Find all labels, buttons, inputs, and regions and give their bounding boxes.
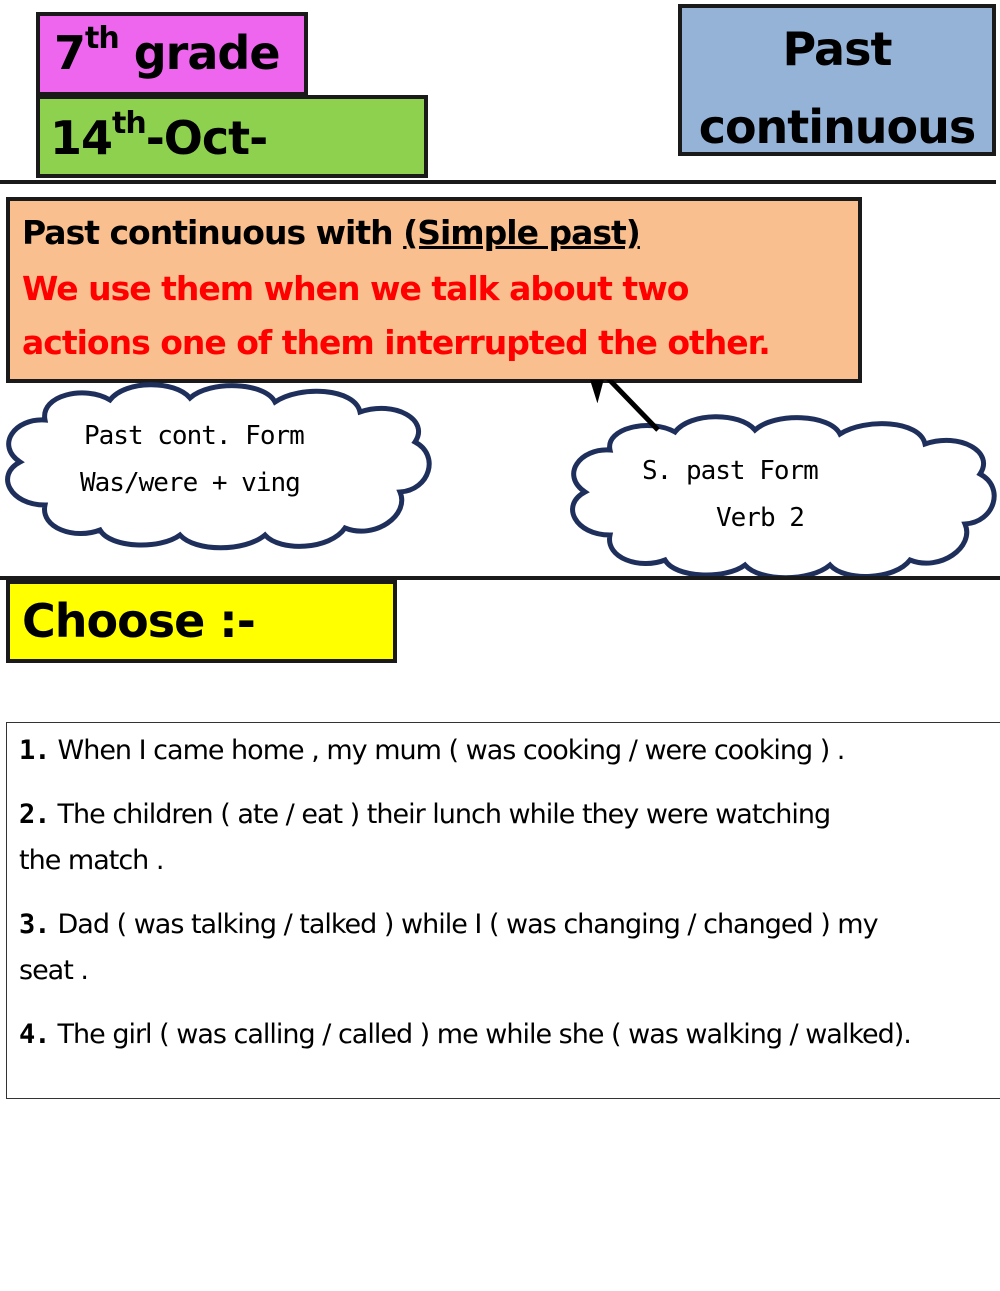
rule-explanation-box bbox=[6, 197, 862, 383]
question-2: 2. The children ( ate / eat ) their lunch while they were watching bbox=[19, 799, 831, 830]
question-number: 2. bbox=[19, 799, 50, 830]
rule-text-line-2: actions one of them interrupted the other. bbox=[22, 323, 770, 362]
pointer-arrow bbox=[598, 380, 658, 430]
exercise-heading: Choose :- bbox=[22, 594, 255, 648]
page-title-line-1: Past bbox=[782, 22, 892, 76]
question-1: 1. When I came home , my mum ( was cooking / were cooking ) . bbox=[19, 735, 845, 766]
cloud-left-line-1: Past cont. Form bbox=[84, 421, 304, 451]
section-divider bbox=[0, 180, 996, 184]
rule-heading: Past continuous with (Simple past) bbox=[22, 213, 640, 252]
exercise-heading-box bbox=[6, 580, 397, 663]
cloud-right-shape bbox=[573, 417, 995, 578]
page-title-box bbox=[678, 4, 996, 156]
question-2-continued: the match . bbox=[19, 845, 164, 876]
grade-label: 7th grade bbox=[54, 21, 280, 80]
cloud-right-line-2: Verb 2 bbox=[716, 503, 804, 533]
question-3-continued: seat . bbox=[19, 955, 88, 986]
cloud-left-line-2: Was/were + ving bbox=[80, 468, 300, 498]
cloud-right-line-1: S. past Form bbox=[642, 456, 818, 486]
grade-label-box bbox=[36, 12, 308, 96]
page-title-line-2: continuous bbox=[698, 100, 976, 154]
question-3: 3. Dad ( was talking / talked ) while I ( was changing / changed ) my bbox=[19, 909, 878, 940]
exercise-questions-box bbox=[6, 722, 1000, 1099]
date-label-box bbox=[36, 95, 428, 178]
question-number: 4. bbox=[19, 1019, 50, 1050]
question-4: 4. The girl ( was calling / called ) me while she ( was walking / walked). bbox=[19, 1019, 911, 1050]
question-number: 1. bbox=[19, 735, 50, 766]
question-number: 3. bbox=[19, 909, 50, 940]
rule-text-line-1: We use them when we talk about two bbox=[22, 269, 689, 308]
cloud-left-shape bbox=[8, 385, 430, 548]
date-label: 14th-Oct- bbox=[50, 106, 268, 165]
rule-heading-underlined: (Simple past) bbox=[403, 213, 640, 252]
